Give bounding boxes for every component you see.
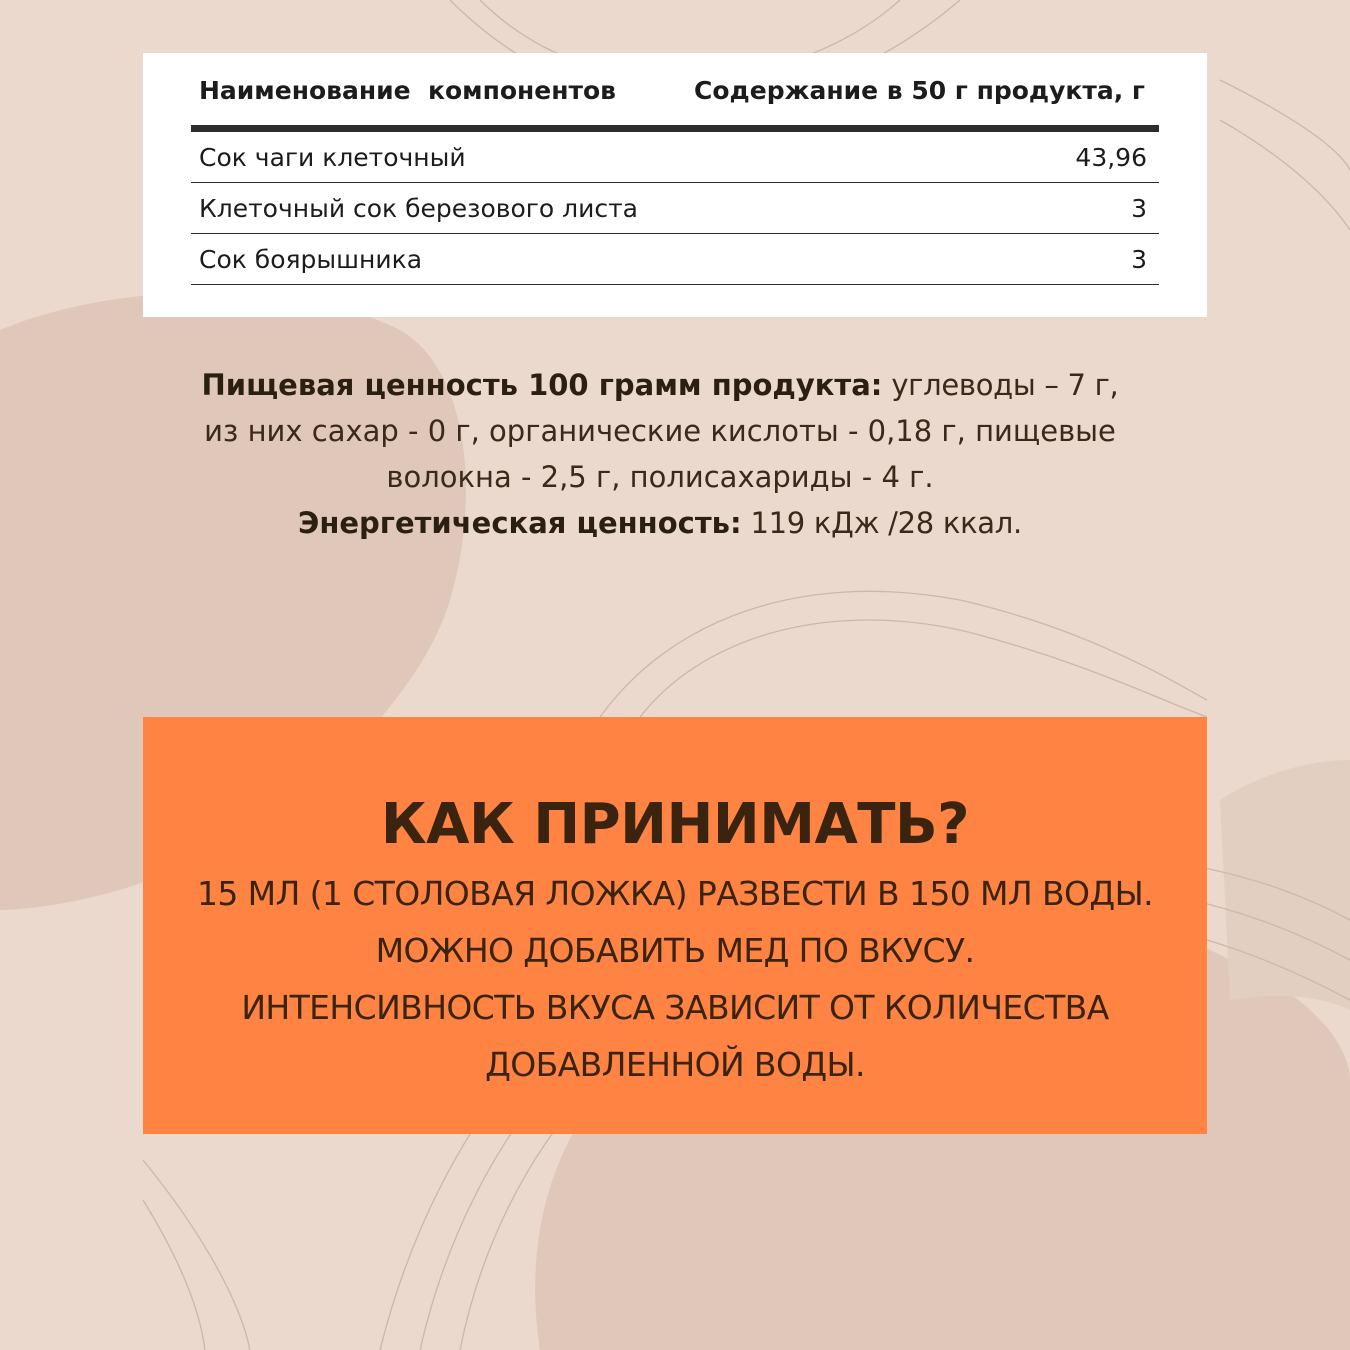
ingredient-name: Сок боярышника [199, 244, 423, 274]
table-row [191, 183, 1159, 234]
ingredient-value: 43,96 [1075, 142, 1147, 172]
table-row [191, 234, 1159, 285]
header-component-name: Наименование компонентов [199, 75, 617, 105]
header-divider [191, 125, 1159, 132]
energy-value: 119 кДж /28 ккал. [741, 506, 1022, 540]
nutrition-carbs: углеводы – 7 г, [882, 368, 1119, 402]
ingredient-value: 3 [1131, 193, 1147, 223]
ingredient-name: Клеточный сок березового листа [199, 193, 639, 223]
background-blob-right [1220, 760, 1350, 1010]
ingredient-name: Сок чаги клеточный [199, 142, 466, 172]
how-to-line: МОЖНО ДОБАВИТЬ МЕД ПО ВКУСУ. [375, 931, 975, 970]
nutrition-label: Пищевая ценность 100 грамм продукта: [201, 368, 883, 402]
ingredient-value: 3 [1131, 244, 1147, 274]
header-content-amount: Содержание в 50 г продукта, г [694, 75, 1145, 105]
energy-label: Энергетическая ценность: [298, 506, 742, 540]
nutrition-line-1 [150, 362, 1170, 408]
how-to-take-panel [143, 717, 1207, 1134]
how-to-line: ИНТЕНСИВНОСТЬ ВКУСА ЗАВИСИТ ОТ КОЛИЧЕСТВА [241, 988, 1109, 1027]
how-to-line: 15 МЛ (1 СТОЛОВАЯ ЛОЖКА) РАЗВЕСТИ В 150 МЛ ВОДЫ. [197, 874, 1153, 913]
how-to-title: КАК ПРИНИМАТЬ? [380, 792, 970, 857]
ingredients-table [143, 53, 1207, 317]
energy-line [150, 500, 1170, 546]
table-row [191, 132, 1159, 183]
table-header [191, 55, 1159, 125]
nutrition-info [150, 362, 1170, 546]
nutrition-line-3: волокна - 2,5 г, полисахариды - 4 г. [386, 460, 934, 494]
nutrition-line-2: из них сахар - 0 г, органические кислоты - 0,18 г, пищевые [204, 414, 1116, 448]
how-to-line: ДОБАВЛЕННОЙ ВОДЫ. [485, 1045, 865, 1084]
